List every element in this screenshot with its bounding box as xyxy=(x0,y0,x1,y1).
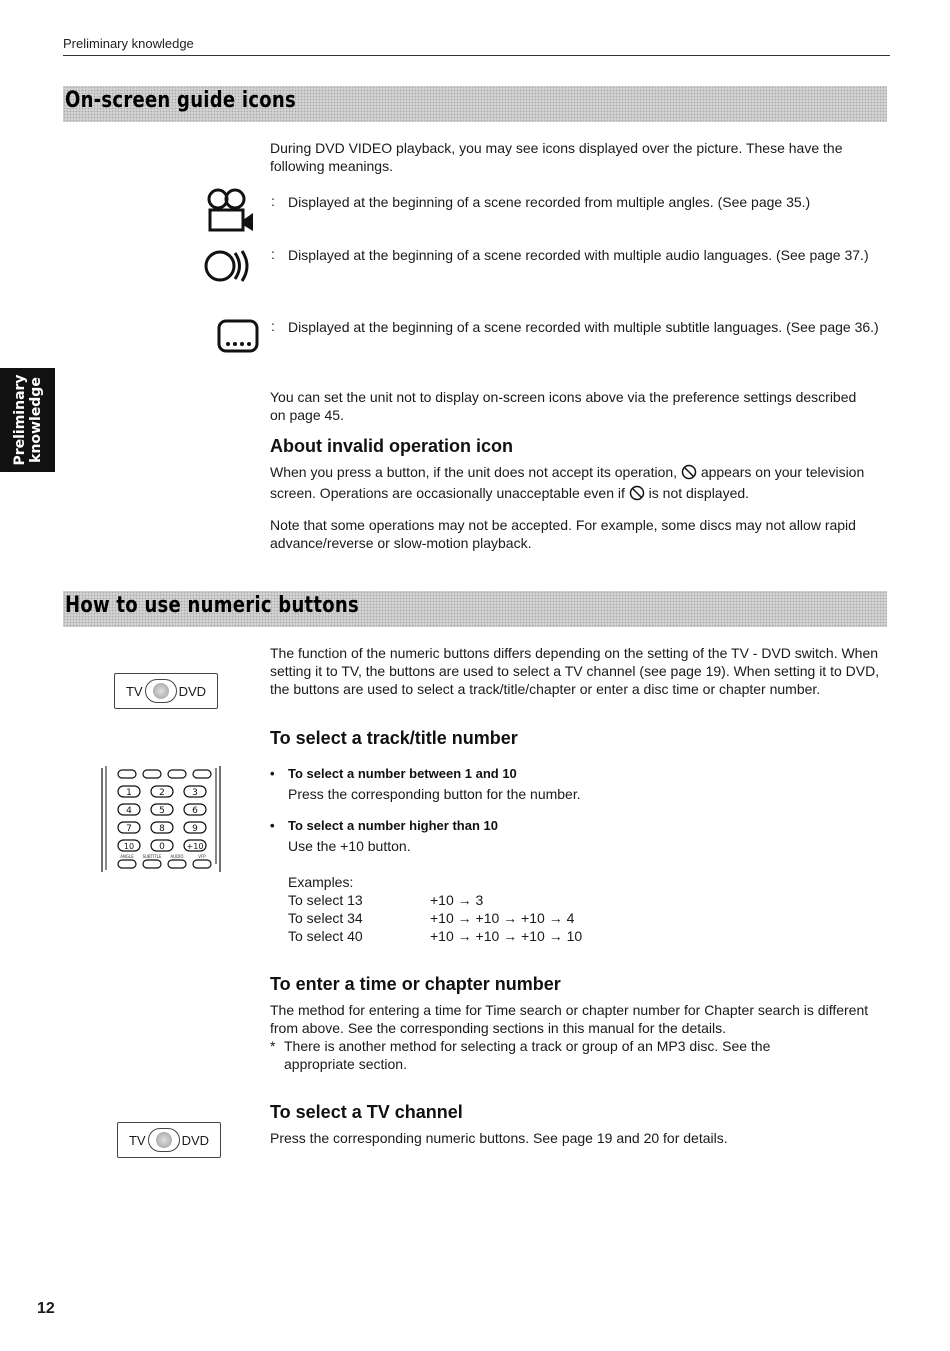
bullet1-head: To select a number between 1 and 10 xyxy=(288,766,517,781)
switch-knob xyxy=(145,679,177,703)
section-title: On-screen guide icons xyxy=(65,88,296,113)
running-head: Preliminary knowledge xyxy=(63,36,194,51)
switch-label-tv: TV xyxy=(125,683,143,699)
note-asterisk: * xyxy=(270,1038,276,1054)
switch-label-dvd: DVD xyxy=(181,1132,210,1148)
icon-desc-subtitle: Displayed at the beginning of a scene recorded with multiple subtitle languages. (See page 36.) xyxy=(288,319,879,335)
subtitle-icon xyxy=(216,318,260,361)
track-heading: To select a track/title number xyxy=(270,728,518,748)
tv-dvd-switch xyxy=(117,1122,221,1158)
icon-colon: : xyxy=(271,193,275,209)
key-0: 0 xyxy=(159,842,165,852)
side-tab xyxy=(0,368,55,472)
page-number: 12 xyxy=(37,1300,55,1317)
key-3: 3 xyxy=(192,788,198,798)
key-label-audio: AUDIO xyxy=(170,854,184,859)
example-row xyxy=(288,891,582,909)
key-1: 1 xyxy=(126,788,132,798)
prohibited-icon xyxy=(681,464,697,484)
example-row xyxy=(288,927,582,945)
section-banner-numeric-buttons xyxy=(63,591,887,627)
invalid-note: Note that some operations may not be accepted. For example, some discs may not allow rapid advance/reverse or slow-motion playback. xyxy=(270,517,856,551)
example-sequence: +10 → +10 → +10 → 10 xyxy=(430,928,583,944)
bullet-dot: • xyxy=(270,818,275,833)
invalid-heading: About invalid operation icon xyxy=(270,436,513,456)
tv-dvd-switch xyxy=(114,673,218,709)
side-tab-line1: Preliminary xyxy=(11,374,28,466)
invalid-paragraph xyxy=(270,463,890,505)
time-note: There is another method for selecting a track or group of an MP3 disc. See the appropriate section. xyxy=(284,1038,771,1072)
preference-note: You can set the unit not to display on-screen icons above via the preference settings described on page 45. xyxy=(270,389,857,423)
tv-channel-paragraph: Press the corresponding numeric buttons. See page 19 and 20 for details. xyxy=(270,1130,728,1146)
key-label-subtitle: SUBTITLE xyxy=(142,854,162,859)
section-banner-onscreen-icons xyxy=(63,86,887,122)
key-10: 10 xyxy=(123,842,135,851)
bullet2-text: Use the +10 button. xyxy=(288,838,411,854)
bullet-dot: • xyxy=(270,766,275,781)
key-4: 4 xyxy=(126,806,132,816)
invalid-text-c: is not displayed. xyxy=(648,485,750,501)
icon-desc-angle: Displayed at the beginning of a scene recorded from multiple angles. (See page 35.) xyxy=(288,194,811,210)
key-6: 6 xyxy=(192,806,198,816)
section-title: How to use numeric buttons xyxy=(65,593,359,618)
key-label-vfp: VFP xyxy=(198,854,206,859)
time-heading: To enter a time or chapter number xyxy=(270,974,561,994)
icon-colon: : xyxy=(271,246,275,262)
examples-table xyxy=(288,891,582,945)
key-7: 7 xyxy=(126,824,132,834)
key-8: 8 xyxy=(159,824,165,834)
intro-paragraph: During DVD VIDEO playback, you may see icons displayed over the picture. These have the following meanings. xyxy=(270,140,843,174)
camera-angle-icon xyxy=(206,188,256,239)
example-label: To select 40 xyxy=(288,928,363,944)
example-sequence: +10 → 3 xyxy=(430,892,484,908)
switch-knob xyxy=(148,1128,180,1152)
example-row xyxy=(288,909,582,927)
prohibited-icon xyxy=(629,485,645,505)
key-5: 5 xyxy=(159,806,165,816)
audio-language-icon xyxy=(203,248,259,289)
bullet1-text: Press the corresponding button for the number. xyxy=(288,786,581,802)
icon-colon: : xyxy=(271,318,275,334)
switch-label-tv: TV xyxy=(128,1132,146,1148)
numeric-intro: The function of the numeric buttons differs depending on the setting of the TV - DVD switch. When setting it to TV, the buttons are used to select a TV channel (see page 19). When setting it to DVD, the buttons are used to select a track/title/chapter or enter a disc time or chapter number. xyxy=(270,645,880,697)
key-label-angle: ANGLE xyxy=(120,854,134,859)
example-sequence: +10 → +10 → +10 → 4 xyxy=(430,910,575,926)
key-9: 9 xyxy=(192,824,198,834)
key-plus10: +10 xyxy=(186,842,204,851)
header-rule xyxy=(63,55,890,56)
invalid-text-b: appears on your television screen. Operations are occasionally unacceptable even if xyxy=(270,464,865,501)
bullet2-head: To select a number higher than 10 xyxy=(288,818,498,833)
example-label: To select 34 xyxy=(288,910,363,926)
side-tab-line2: knowledge xyxy=(27,377,44,463)
remote-keypad-illustration xyxy=(100,764,226,879)
invalid-text-a: When you press a button, if the unit does not accept its operation, xyxy=(270,464,678,480)
time-paragraph: The method for entering a time for Time search or chapter number for Chapter search is different from above. See the corresponding sections in this manual for the details. xyxy=(270,1002,869,1036)
example-label: To select 13 xyxy=(288,892,363,908)
tv-channel-heading: To select a TV channel xyxy=(270,1102,463,1122)
examples-label: Examples: xyxy=(288,874,354,890)
key-2: 2 xyxy=(159,788,165,798)
switch-label-dvd: DVD xyxy=(178,683,207,699)
icon-desc-audio: Displayed at the beginning of a scene recorded with multiple audio languages. (See page 37.) xyxy=(288,247,869,263)
